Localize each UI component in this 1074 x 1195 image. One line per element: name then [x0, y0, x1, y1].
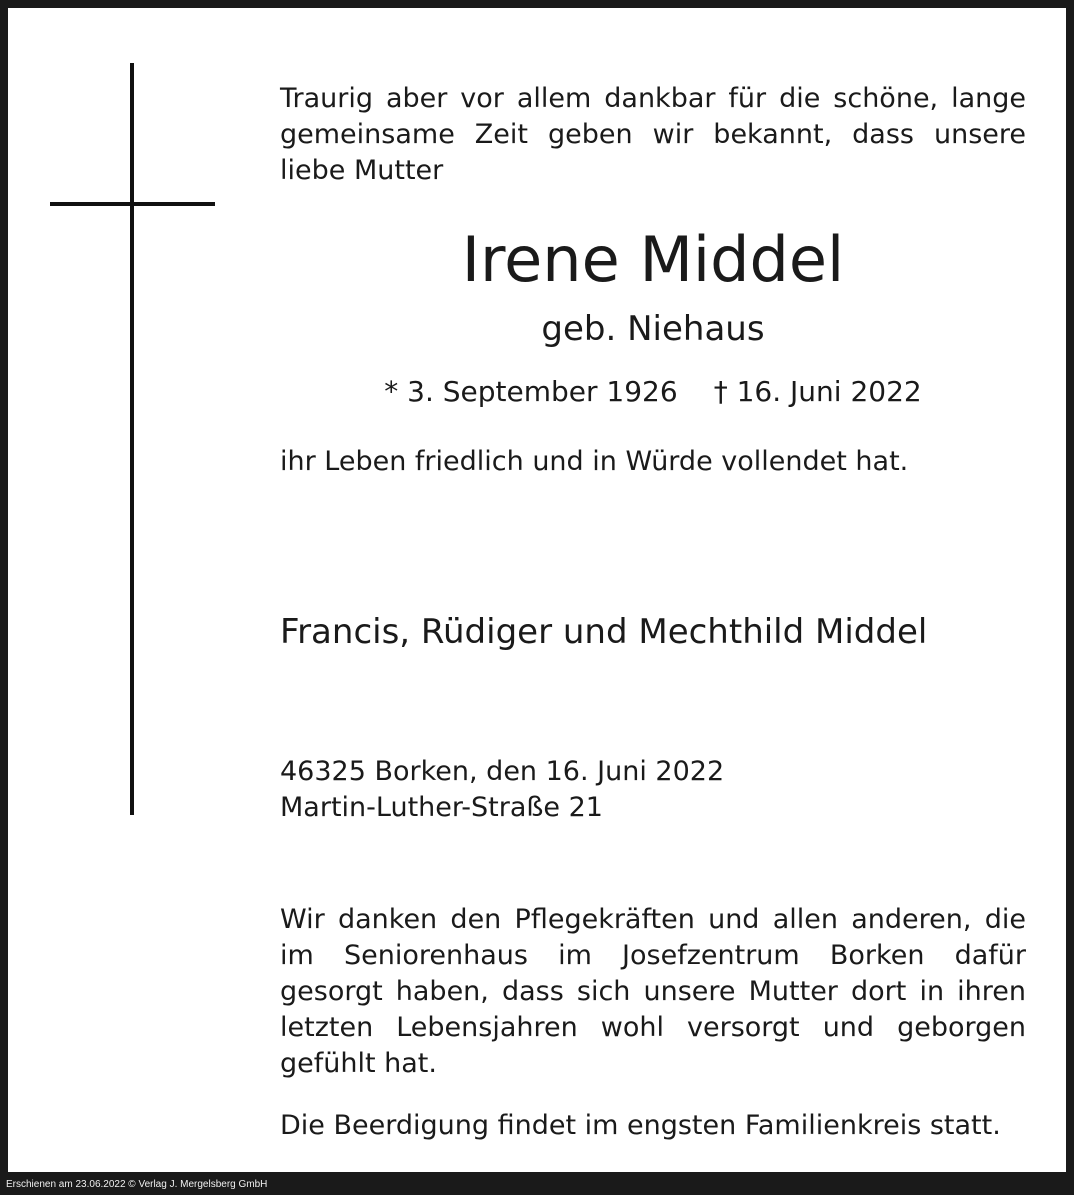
cross-horizontal-bar	[50, 202, 215, 206]
deceased-name: Irene Middel	[461, 223, 845, 296]
family-names: Francis, Rüdiger und Mechthild Middel	[280, 612, 928, 652]
life-dates	[280, 374, 1026, 410]
publication-footer: Erschienen am 23.06.2022 © Verlag J. Mergelsberg GmbH	[6, 1179, 268, 1190]
cross-vertical-bar	[130, 63, 134, 815]
place-date: 46325 Borken, den 16. Juni 2022	[280, 756, 725, 787]
place-and-address	[280, 754, 724, 826]
life-line: ihr Leben friedlich und in Würde vollendet hat.	[280, 446, 909, 477]
funeral-note: Die Beerdigung findet im engsten Familienkreis statt.	[280, 1110, 1001, 1141]
maiden-name: geb. Niehaus	[541, 309, 765, 349]
birth-date: * 3. September 1926	[384, 375, 678, 408]
intro-text: Traurig aber vor allem dankbar für die schöne, lange gemeinsame Zeit geben wir bekannt, dass unsere liebe Mutter	[280, 83, 1026, 186]
obituary-notice	[8, 8, 1066, 1172]
address: Martin-Luther-Straße 21	[280, 792, 603, 823]
death-date: † 16. Juni 2022	[713, 375, 922, 408]
thanks-text: Wir danken den Pflegekräften und allen anderen, die im Seniorenhaus im Josefzentrum Borken dafür gesorgt haben, dass sich unsere Mutter dort in ihren letzten Lebensjahren wohl versorgt und geborgen gefühlt hat.	[280, 904, 1026, 1079]
